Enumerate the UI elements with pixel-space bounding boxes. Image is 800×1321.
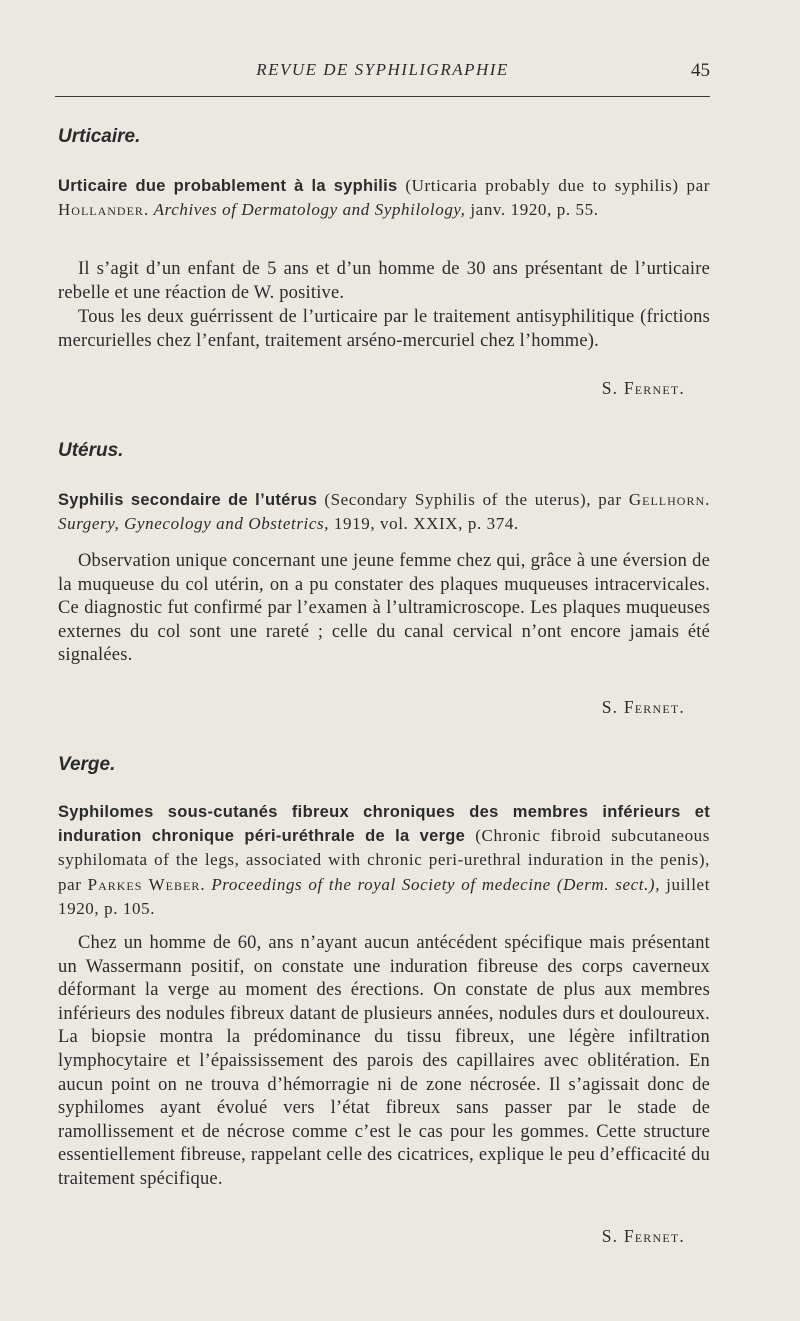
article-paragraph: Chez un homme de 60, ans n’ayant aucun antécédent spécifique mais présentant un Wassermann positif, on constate une induration fibreuse des corps caverneux déformant la verge au moment des érections. On constate de plus aux membres inférieurs des nodules fibreux datant de plusieurs années, nodules durs et douloureux. La biopsie montra la prédominance du tissu fibreux, une légère infiltration lymphocytaire et l’épaississement des parois des capillaires avec oblitération. En aucun point on ne trouva d’hémorragie ni de zone nécrosée. Il s’agissait donc de syphilomes ayant évolué vers l’état fibreux sans passer par le stade de ramollissement et de nécrose comme c’est le cas pour les gommes. Cette structure essentiellement fibreuse, rappelant celle des cicatrices, explique le peu d’efficacité du traitement spécifique. (58, 933, 710, 1189)
article-reference-verge (58, 800, 710, 921)
reference-text: (Urticaria probably due to syphilis) par (397, 176, 710, 195)
section-title-verge: Verge. (58, 754, 116, 775)
header-rule (55, 96, 710, 97)
page-number: 45 (691, 60, 710, 81)
section-title-urticaire: Urticaire. (58, 126, 141, 147)
reference-text: janv. 1920, p. 55. (465, 200, 599, 220)
reference-text: . (705, 490, 710, 509)
article-paragraph: Tous les deux guérrissent de l’urticaire par le traitement antisyphilitique (frictions mercurielles chez l’enfant, traitement arséno-mercuriel chez l’homme). (58, 307, 710, 351)
signature-name: Fernet. (623, 378, 685, 398)
article-reference-uterus (58, 488, 710, 536)
running-title: REVUE DE SYPHILIGRAPHIE (256, 60, 509, 79)
reference-text: juillet 1920, p. 105. (58, 874, 711, 918)
article-reference-urticaire (58, 174, 710, 222)
article-paragraph: Observation unique concernant une jeune femme chez qui, grâce à une éversion de la muqueuse du col utérin, on a pu constater des plaques muqueuses intracervicales. Ce diagnostic fut confirmé par l’examen à l’ultramicroscope. Les plaques muqueuses externes du col sont une rareté ; celle du canal cervical n’ont encore jamais été signalées. (58, 551, 710, 666)
article-paragraph: Il s’agit d’un enfant de 5 ans et d’un homme de 30 ans présentant de l’urticaire rebelle et une réaction de W. positive. (58, 259, 710, 303)
journal-name: Archives of Dermatology and Syphilology, (153, 200, 466, 220)
signature-name: Fernet. (623, 697, 685, 717)
signature-name: Fernet. (623, 1226, 685, 1246)
journal-name: Surgery, Gynecology and Obstetrics, (58, 514, 330, 534)
running-head (55, 60, 710, 84)
article-lead-title: Urticaire due probablement à la syphilis (58, 177, 398, 195)
reference-text: (Secondary Syphilis of the uterus), par (317, 490, 629, 509)
signature (602, 1226, 685, 1247)
article-lead-title: Syphilis secondaire de l’utérus (58, 491, 318, 509)
reference-text: (Chronic fibroid subcutaneous syphilomata of the legs, associated with chronic peri-urethral induration in the penis), par (58, 826, 710, 894)
author-name: Gellhorn (628, 490, 706, 509)
journal-name: Proceedings of the royal Society of medecine (Derm. sect.), (211, 874, 661, 894)
article-lead-title: Syphilomes sous-cutanés fibreux chroniques des membres inférieurs et induration chronique péri-uréthrale de la verge (58, 803, 710, 846)
reference-text: . (200, 874, 212, 894)
reference-text: 1919, vol. XXIX, p. 374. (329, 514, 519, 534)
author-name: Parkes Weber (87, 874, 201, 894)
signature (602, 697, 685, 718)
reference-text: . (143, 200, 154, 220)
signature (602, 378, 685, 399)
section-title-uterus: Utérus. (58, 440, 124, 461)
signature-initial: S. (601, 697, 624, 717)
signature-initial: S. (601, 378, 624, 398)
author-name: Hollander (58, 200, 144, 220)
signature-initial: S. (601, 1226, 624, 1246)
